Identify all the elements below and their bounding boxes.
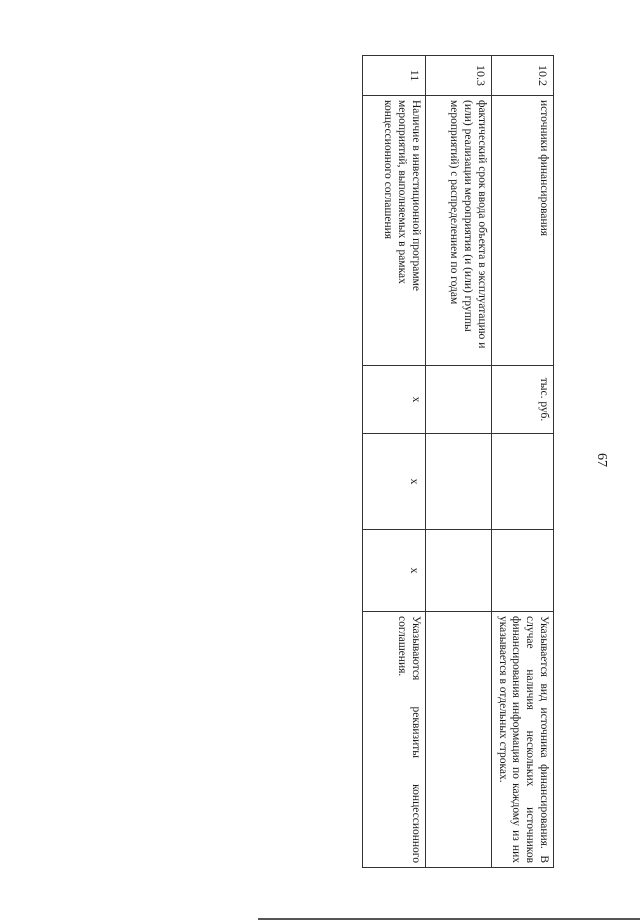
row-name: Наличие в инвестиционной программе мероприятий, выполняемых в рамках концессионного соглашения <box>362 96 425 366</box>
row-value-2 <box>491 530 553 612</box>
document-table <box>362 55 554 868</box>
scan-edge-line <box>258 918 640 920</box>
row-note: Указываются реквизиты концессионного соглашения. <box>362 612 425 868</box>
table-row <box>425 56 491 868</box>
row-name: фактический срок ввода объекта в эксплуатацию и (или) реализации мероприятия (и (или) группы мероприятий) с распределением по годам <box>425 96 491 366</box>
row-name: источники финансирования <box>491 96 553 366</box>
row-value-1: x <box>362 434 425 530</box>
rotated-table-container <box>376 55 554 867</box>
row-unit: x <box>362 366 425 434</box>
row-number: 11 <box>362 56 425 96</box>
row-value-1 <box>425 434 491 530</box>
row-note <box>425 612 491 868</box>
row-unit: тыс. руб. <box>491 366 553 434</box>
row-number: 10.2 <box>491 56 553 96</box>
row-value-1 <box>491 434 553 530</box>
row-value-2 <box>425 530 491 612</box>
row-number: 10.3 <box>425 56 491 96</box>
page-number: 67 <box>594 453 609 467</box>
row-value-2: x <box>362 530 425 612</box>
table-row <box>362 56 425 868</box>
row-note: Указывается вид источника финансирования. В случае наличия нескольких источников финансирования информация по каждому из них указывается в отдельных строках. <box>491 612 553 868</box>
row-unit <box>425 366 491 434</box>
table-row <box>491 56 553 868</box>
